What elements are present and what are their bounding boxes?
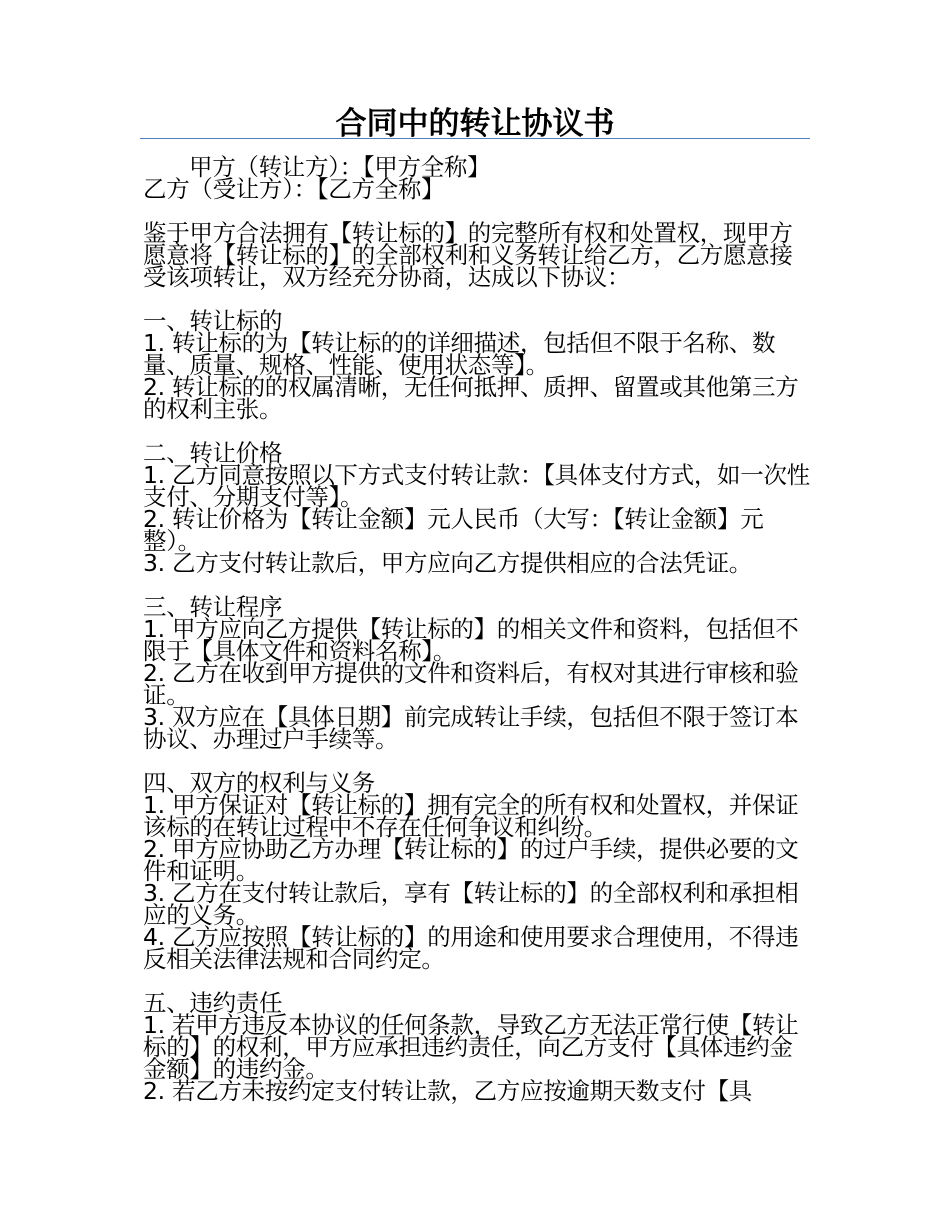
clause-item: 1. 转让标的为【转让标的的详细描述，包括但不限于名称、数量、质量、规格、性能、使用状态等】。: [143, 329, 776, 379]
clause-item: 1. 乙方同意按照以下方式支付转让款：【具体支付方式，如一次性支付、分期支付等】。: [143, 461, 810, 511]
section-heading: 三、转让程序: [143, 593, 283, 621]
party-b-line: 乙方（受让方）：【乙方全称】: [143, 175, 445, 203]
section-heading: 四、双方的权利与义务: [143, 769, 375, 797]
clause-item: 3. 乙方支付转让款后，甲方应向乙方提供相应的合法凭证。: [143, 549, 752, 577]
clause-item: 2. 转让价格为【转让金额】元人民币（大写：【转让金额】元整）。: [143, 505, 764, 555]
clause-item: 4. 乙方应按照【转让标的】的用途和使用要求合理使用，不得违反相关法律法规和合同约定。: [143, 923, 799, 973]
section-heading: 二、转让价格: [143, 439, 283, 467]
clause-item: 2. 乙方在收到甲方提供的文件和资料后，有权对其进行审核和验证。: [143, 659, 799, 709]
section-heading: 一、转让标的: [143, 307, 283, 335]
clause-item: 1. 若甲方违反本协议的任何条款，导致乙方无法正常行使【转让标的】的权利，甲方应承担违约责任，向乙方支付【具体违约金金额】的违约金。: [143, 1011, 799, 1083]
clause-item: 3. 双方应在【具体日期】前完成转让手续，包括但不限于签订本协议、办理过户手续等。: [143, 703, 799, 753]
clause-item: 2. 甲方应协助乙方办理【转让标的】的过户手续，提供必要的文件和证明。: [143, 835, 799, 885]
document-title: 合同中的转让协议书: [335, 106, 615, 142]
section-heading: 五、违约责任: [143, 989, 283, 1017]
clause-item: 2. 转让标的的权属清晰，无任何抵押、质押、留置或其他第三方的权利主张。: [143, 373, 799, 423]
clause-item: 3. 乙方在支付转让款后，享有【转让标的】的全部权利和承担相应的义务。: [143, 879, 799, 929]
document-body: [143, 153, 810, 1105]
preamble-paragraph: 鉴于甲方合法拥有【转让标的】的完整所有权和处置权，现甲方愿意将【转让标的】的全部权利和义务转让给乙方，乙方愿意接受该项转让，双方经充分协商，达成以下协议：: [143, 219, 793, 291]
clause-item: 2. 若乙方未按约定支付转让款，乙方应按逾期天数支付【具: [143, 1077, 752, 1105]
clause-item: 1. 甲方保证对【转让标的】拥有完全的所有权和处置权，并保证该标的在转让过程中不存在任何争议和纠纷。: [143, 791, 799, 841]
clause-item: 1. 甲方应向乙方提供【转让标的】的相关文件和资料，包括但不限于【具体文件和资料名称】。: [143, 615, 799, 665]
party-a-line: 甲方（转让方）：【甲方全称】: [189, 153, 491, 181]
title-underline: [140, 138, 810, 139]
